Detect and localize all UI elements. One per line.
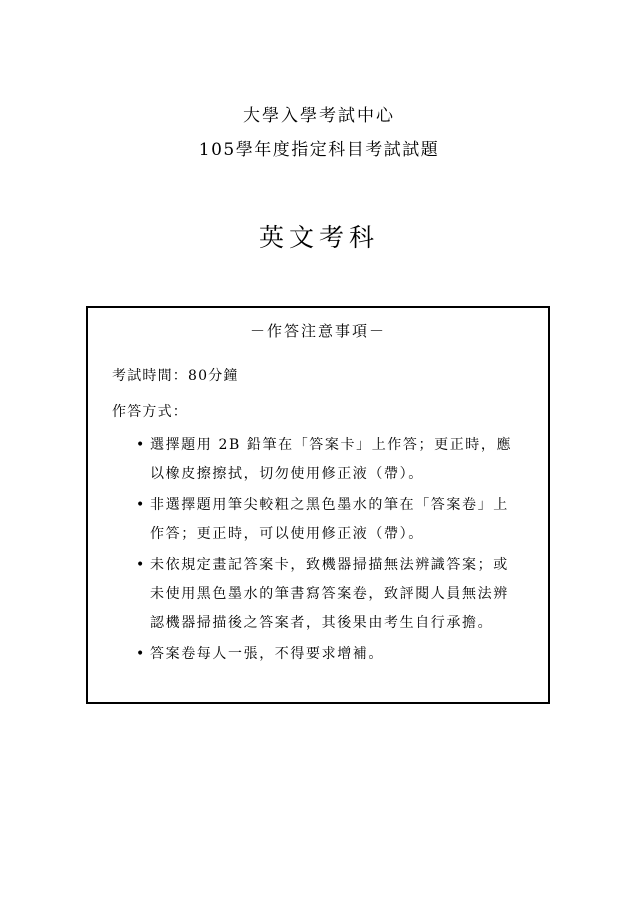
instructions-box: [86, 306, 550, 704]
exam-title: 105學年度指定科目考試試題: [198, 140, 440, 160]
instruction-item: [136, 551, 536, 638]
instructions-heading: －作答注意事項－: [249, 322, 386, 340]
instruction-item: [136, 640, 536, 669]
subject-title: 英文考科: [258, 223, 379, 252]
instruction-item: [136, 431, 536, 489]
instruction-line: 作答；更正時，可以使用修正液（帶）。: [150, 526, 424, 542]
organization-name: 大學入學考試中心: [243, 106, 395, 126]
instruction-line: 非選擇題用筆尖較粗之黑色墨水的筆在「答案卷」上: [150, 497, 509, 513]
bullet-icon: •: [136, 497, 146, 513]
bullet-icon: •: [136, 646, 146, 662]
exam-time: 考試時間：80分鐘: [112, 368, 239, 384]
instruction-item: [136, 491, 536, 549]
instruction-line: 認機器掃描後之答案者，其後果由考生自行承擔。: [150, 615, 494, 631]
instruction-line: 未依規定畫記答案卡，致機器掃描無法辨識答案；或: [150, 557, 509, 573]
instruction-list: [136, 431, 536, 671]
instruction-line: 以橡皮擦擦拭，切勿使用修正液（帶）。: [150, 466, 424, 482]
bullet-icon: •: [136, 557, 146, 573]
instruction-line: 未使用黑色墨水的筆書寫答案卷，致評閱人員無法辨: [150, 586, 509, 602]
answer-method-label: 作答方式：: [112, 404, 188, 420]
bullet-icon: •: [136, 437, 146, 453]
instruction-line: 選擇題用 2B 鉛筆在「答案卡」上作答；更正時，應: [150, 437, 513, 453]
instruction-line: 答案卷每人一張，不得要求增補。: [150, 646, 384, 662]
